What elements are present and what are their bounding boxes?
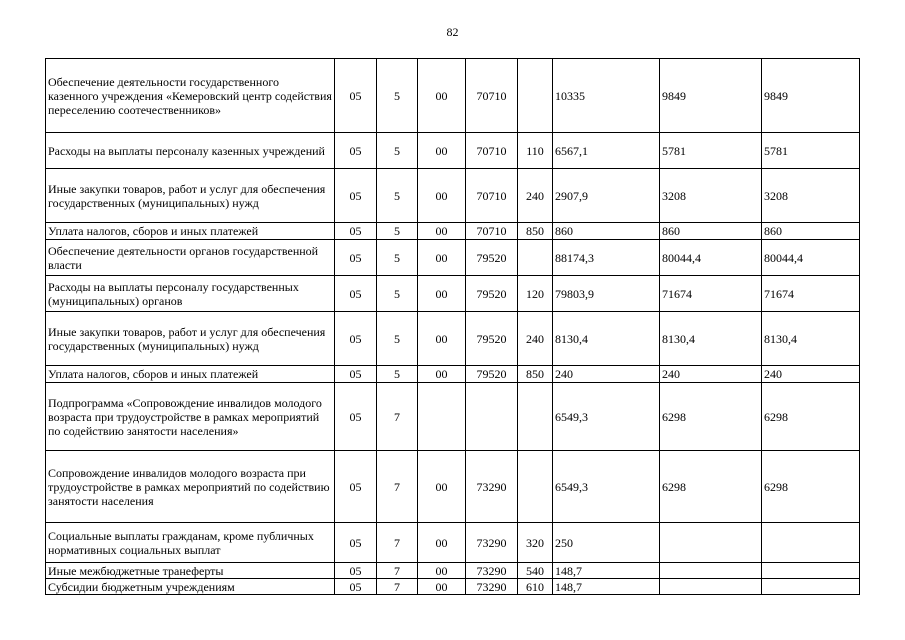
- program-code: 00: [418, 312, 466, 366]
- amount-3: 240: [762, 366, 860, 383]
- amount-1: 6567,1: [553, 133, 660, 169]
- section-code: 05: [335, 366, 377, 383]
- subsection-code: 5: [377, 133, 418, 169]
- table-row: [46, 240, 860, 276]
- amount-2: 860: [660, 223, 762, 240]
- subsection-code: 5: [377, 59, 418, 133]
- amount-2: 8130,4: [660, 312, 762, 366]
- row-name: Сопровождение инвалидов молодого возраста при трудоустройстве в рамках мероприятий по содействию занятости населения: [46, 451, 335, 523]
- table-row: [46, 523, 860, 563]
- target-code: 79520: [466, 276, 518, 312]
- program-code: 00: [418, 523, 466, 563]
- target-code: 73290: [466, 563, 518, 579]
- subsection-code: 5: [377, 223, 418, 240]
- row-name: Обеспечение деятельности органов государственной власти: [46, 240, 335, 276]
- amount-3: [762, 523, 860, 563]
- subsection-code: 7: [377, 383, 418, 451]
- amount-1: 10335: [553, 59, 660, 133]
- budget-table: [45, 58, 860, 595]
- expense-type: [518, 383, 553, 451]
- section-code: 05: [335, 169, 377, 223]
- amount-1: 6549,3: [553, 383, 660, 451]
- target-code: 79520: [466, 240, 518, 276]
- amount-1: 6549,3: [553, 451, 660, 523]
- expense-type: [518, 451, 553, 523]
- row-name: Уплата налогов, сборов и иных платежей: [46, 366, 335, 383]
- amount-1: 240: [553, 366, 660, 383]
- amount-2: 5781: [660, 133, 762, 169]
- amount-1: 2907,9: [553, 169, 660, 223]
- subsection-code: 7: [377, 579, 418, 595]
- program-code: 00: [418, 366, 466, 383]
- subsection-code: 7: [377, 523, 418, 563]
- row-name: Расходы на выплаты персоналу казенных учреждений: [46, 133, 335, 169]
- section-code: 05: [335, 563, 377, 579]
- amount-3: 6298: [762, 451, 860, 523]
- expense-type: 850: [518, 366, 553, 383]
- amount-2: 240: [660, 366, 762, 383]
- amount-1: 88174,3: [553, 240, 660, 276]
- program-code: 00: [418, 223, 466, 240]
- table-row: [46, 169, 860, 223]
- table-body: [46, 59, 860, 595]
- amount-1: 8130,4: [553, 312, 660, 366]
- expense-type: [518, 59, 553, 133]
- expense-type: 610: [518, 579, 553, 595]
- subsection-code: 5: [377, 366, 418, 383]
- amount-3: 860: [762, 223, 860, 240]
- program-code: 00: [418, 451, 466, 523]
- section-code: 05: [335, 579, 377, 595]
- amount-1: 79803,9: [553, 276, 660, 312]
- program-code: [418, 383, 466, 451]
- amount-3: [762, 563, 860, 579]
- table-row: [46, 133, 860, 169]
- amount-2: [660, 563, 762, 579]
- section-code: 05: [335, 523, 377, 563]
- program-code: 00: [418, 240, 466, 276]
- table-row: [46, 59, 860, 133]
- expense-type: 120: [518, 276, 553, 312]
- target-code: 73290: [466, 579, 518, 595]
- row-name: Расходы на выплаты персоналу государственных (муниципальных) органов: [46, 276, 335, 312]
- table-row: [46, 383, 860, 451]
- amount-1: 860: [553, 223, 660, 240]
- table-row: [46, 276, 860, 312]
- amount-1: 148,7: [553, 563, 660, 579]
- table-row: [46, 366, 860, 383]
- table-row: [46, 223, 860, 240]
- amount-2: 80044,4: [660, 240, 762, 276]
- row-name: Уплата налогов, сборов и иных платежей: [46, 223, 335, 240]
- program-code: 00: [418, 169, 466, 223]
- target-code: 70710: [466, 169, 518, 223]
- program-code: 00: [418, 133, 466, 169]
- table-row: [46, 563, 860, 579]
- table-row: [46, 451, 860, 523]
- row-name: Субсидии бюджетным учреждениям: [46, 579, 335, 595]
- subsection-code: 5: [377, 312, 418, 366]
- expense-type: 850: [518, 223, 553, 240]
- section-code: 05: [335, 223, 377, 240]
- amount-3: 80044,4: [762, 240, 860, 276]
- row-name: Иные закупки товаров, работ и услуг для обеспечения государственных (муниципальных) нужд: [46, 312, 335, 366]
- section-code: 05: [335, 133, 377, 169]
- amount-2: 9849: [660, 59, 762, 133]
- amount-3: 8130,4: [762, 312, 860, 366]
- target-code: 70710: [466, 133, 518, 169]
- expense-type: 110: [518, 133, 553, 169]
- section-code: 05: [335, 59, 377, 133]
- section-code: 05: [335, 451, 377, 523]
- amount-2: [660, 579, 762, 595]
- target-code: 79520: [466, 366, 518, 383]
- expense-type: 240: [518, 312, 553, 366]
- subsection-code: 5: [377, 276, 418, 312]
- program-code: 00: [418, 276, 466, 312]
- amount-2: 3208: [660, 169, 762, 223]
- amount-1: 148,7: [553, 579, 660, 595]
- table-row: [46, 579, 860, 595]
- amount-3: 5781: [762, 133, 860, 169]
- row-name: Иные закупки товаров, работ и услуг для обеспечения государственных (муниципальных) нужд: [46, 169, 335, 223]
- target-code: 73290: [466, 451, 518, 523]
- subsection-code: 7: [377, 563, 418, 579]
- subsection-code: 5: [377, 169, 418, 223]
- target-code: 70710: [466, 59, 518, 133]
- amount-3: 3208: [762, 169, 860, 223]
- target-code: 79520: [466, 312, 518, 366]
- amount-2: 6298: [660, 383, 762, 451]
- expense-type: 540: [518, 563, 553, 579]
- target-code: 70710: [466, 223, 518, 240]
- row-name: Обеспечение деятельности государственного казенного учреждения «Кемеровский центр содействия переселению соотечественников»: [46, 59, 335, 133]
- amount-1: 250: [553, 523, 660, 563]
- amount-2: 71674: [660, 276, 762, 312]
- expense-type: [518, 240, 553, 276]
- row-name: Социальные выплаты гражданам, кроме публичных нормативных социальных выплат: [46, 523, 335, 563]
- amount-3: 71674: [762, 276, 860, 312]
- section-code: 05: [335, 312, 377, 366]
- program-code: 00: [418, 59, 466, 133]
- amount-2: 6298: [660, 451, 762, 523]
- amount-3: 9849: [762, 59, 860, 133]
- amount-3: [762, 579, 860, 595]
- section-code: 05: [335, 276, 377, 312]
- section-code: 05: [335, 383, 377, 451]
- expense-type: 240: [518, 169, 553, 223]
- program-code: 00: [418, 563, 466, 579]
- target-code: [466, 383, 518, 451]
- program-code: 00: [418, 579, 466, 595]
- row-name: Подпрограмма «Сопровождение инвалидов молодого возраста при трудоустройстве в рамках мероприятий по содействию занятости населения»: [46, 383, 335, 451]
- page-number: 82: [446, 25, 459, 39]
- amount-2: [660, 523, 762, 563]
- table-row: [46, 312, 860, 366]
- row-name: Иные межбюджетные транеферты: [46, 563, 335, 579]
- target-code: 73290: [466, 523, 518, 563]
- amount-3: 6298: [762, 383, 860, 451]
- subsection-code: 7: [377, 451, 418, 523]
- expense-type: 320: [518, 523, 553, 563]
- section-code: 05: [335, 240, 377, 276]
- subsection-code: 5: [377, 240, 418, 276]
